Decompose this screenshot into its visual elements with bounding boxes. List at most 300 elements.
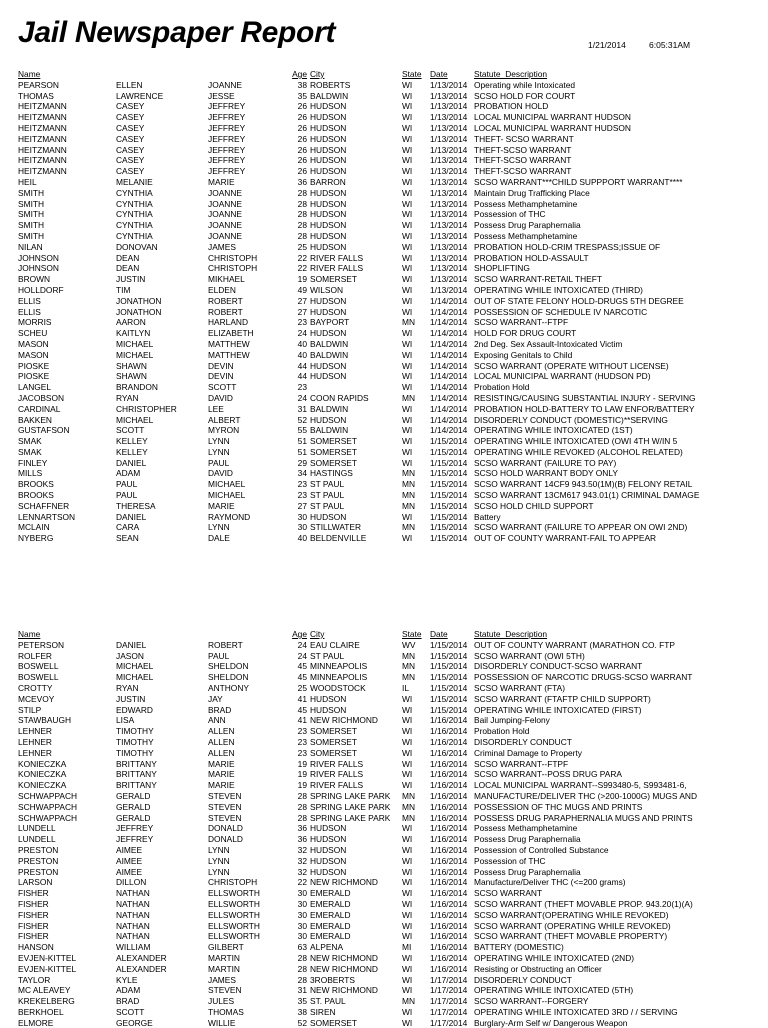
table-row bbox=[18, 371, 746, 382]
table-row bbox=[18, 296, 746, 307]
age: 26 bbox=[297, 133, 307, 144]
date: 1/16/2014 bbox=[430, 866, 468, 877]
state: WI bbox=[402, 920, 413, 931]
city: HUDSON bbox=[310, 230, 347, 241]
first-name: TIM bbox=[116, 284, 131, 295]
city: HUDSON bbox=[310, 844, 347, 855]
date: 1/13/2014 bbox=[430, 274, 468, 285]
table-row bbox=[18, 231, 746, 242]
header-statute: Statute_Description bbox=[474, 69, 548, 79]
statute-description: Operating while Intoxicated bbox=[474, 79, 576, 90]
age: 25 bbox=[297, 682, 307, 693]
table-row bbox=[18, 996, 746, 1007]
state: WI bbox=[402, 866, 413, 877]
state: WI bbox=[402, 403, 413, 414]
first-name: KELLEY bbox=[116, 436, 148, 447]
age: 30 bbox=[297, 511, 307, 522]
date: 1/16/2014 bbox=[430, 844, 468, 855]
first-name: RYAN bbox=[116, 392, 139, 403]
date: 1/16/2014 bbox=[430, 963, 468, 974]
age: 24 bbox=[297, 392, 307, 403]
state: WI bbox=[402, 693, 413, 704]
first-name: MICHAEL bbox=[116, 338, 154, 349]
middle-name: LYNN bbox=[208, 436, 230, 447]
city: HUDSON bbox=[310, 166, 347, 177]
middle-name: SHELDON bbox=[208, 661, 249, 672]
statute-description: LOCAL MUNICIPAL WARRANT HUDSON bbox=[474, 122, 631, 133]
table-row bbox=[18, 328, 746, 339]
age: 51 bbox=[297, 436, 307, 447]
table-row bbox=[18, 263, 746, 274]
city: SIREN bbox=[310, 1006, 336, 1017]
statute-description: Maintain Drug Trafficking Place bbox=[474, 187, 590, 198]
middle-name: SHELDON bbox=[208, 672, 249, 683]
last-name: BROOKS bbox=[18, 479, 54, 490]
city: BALDWIN bbox=[310, 403, 349, 414]
table-row bbox=[18, 683, 746, 694]
city: WOODSTOCK bbox=[310, 682, 366, 693]
city: HUDSON bbox=[310, 295, 347, 306]
middle-name: STEVEN bbox=[208, 790, 242, 801]
middle-name: ROBERT bbox=[208, 306, 243, 317]
last-name: MASON bbox=[18, 338, 49, 349]
table-row bbox=[18, 780, 746, 791]
middle-name: JESSE bbox=[208, 90, 235, 101]
statute-description: THEFT-SCSO WARRANT bbox=[474, 155, 572, 166]
last-name: NILAN bbox=[18, 241, 43, 252]
city: 3ROBERTS bbox=[310, 974, 355, 985]
city: ROBERTS bbox=[310, 79, 351, 90]
first-name: WILLIAM bbox=[116, 942, 151, 953]
middle-name: MARIE bbox=[208, 758, 235, 769]
middle-name: LYNN bbox=[208, 844, 230, 855]
table-row bbox=[18, 209, 746, 220]
middle-name: MATTHEW bbox=[208, 349, 250, 360]
state: WI bbox=[402, 769, 413, 780]
table-row bbox=[18, 512, 746, 523]
middle-name: PAUL bbox=[208, 650, 230, 661]
table-row bbox=[18, 845, 746, 856]
first-name: BRITTANY bbox=[116, 780, 157, 791]
last-name: SMITH bbox=[18, 209, 45, 220]
city: SOMERSET bbox=[310, 736, 357, 747]
first-name: GEORGE bbox=[116, 1017, 153, 1028]
last-name: ELMORE bbox=[18, 1017, 54, 1028]
middle-name: STEVEN bbox=[208, 801, 242, 812]
state: WI bbox=[402, 952, 413, 963]
report-date: 1/21/2014 bbox=[588, 40, 626, 50]
first-name: SCOTT bbox=[116, 425, 145, 436]
statute-description: SCSO WARRANT-RETAIL THEFT bbox=[474, 274, 602, 285]
date: 1/16/2014 bbox=[430, 909, 468, 920]
first-name: CYNTHIA bbox=[116, 230, 153, 241]
last-name: LARSON bbox=[18, 877, 53, 888]
statute-description: Exposing Genitals to Child bbox=[474, 349, 573, 360]
first-name: THERESA bbox=[116, 500, 156, 511]
statute-description: SCSO HOLD CHILD SUPPORT bbox=[474, 500, 594, 511]
age: 41 bbox=[297, 715, 307, 726]
age: 40 bbox=[297, 338, 307, 349]
date: 1/14/2014 bbox=[430, 328, 468, 339]
date: 1/13/2014 bbox=[430, 230, 468, 241]
table-row bbox=[18, 975, 746, 986]
statute-description: DISORDERLY CONDUCT (DOMESTIC)**SERVING bbox=[474, 414, 668, 425]
age: 36 bbox=[297, 834, 307, 845]
date: 1/16/2014 bbox=[430, 769, 468, 780]
date: 1/15/2014 bbox=[430, 650, 468, 661]
city: MINNEAPOLIS bbox=[310, 661, 368, 672]
statute-description: SCSO WARRANT(OPERATING WHILE REVOKED) bbox=[474, 909, 669, 920]
city: ST. PAUL bbox=[310, 996, 346, 1007]
middle-name: JAMES bbox=[208, 241, 236, 252]
date: 1/15/2014 bbox=[430, 479, 468, 490]
table-row bbox=[18, 856, 746, 867]
last-name: MASON bbox=[18, 349, 49, 360]
table-row bbox=[18, 964, 746, 975]
date: 1/16/2014 bbox=[430, 877, 468, 888]
last-name: SMITH bbox=[18, 220, 45, 231]
date: 1/16/2014 bbox=[430, 780, 468, 791]
middle-name: LYNN bbox=[208, 446, 230, 457]
date: 1/16/2014 bbox=[430, 758, 468, 769]
last-name: HEITZMANN bbox=[18, 112, 67, 123]
statute-description: OPERATING WHILE INTOXICATED (THIRD) bbox=[474, 284, 643, 295]
middle-name: JEFFREY bbox=[208, 166, 246, 177]
statute-description: POSSESSION OF SCHEDULE IV NARCOTIC bbox=[474, 306, 648, 317]
table-row bbox=[18, 748, 746, 759]
city: HUDSON bbox=[310, 823, 347, 834]
middle-name: JOANNE bbox=[208, 187, 242, 198]
date: 1/15/2014 bbox=[430, 446, 468, 457]
age: 23 bbox=[297, 479, 307, 490]
last-name: EVJEN-KITTEL bbox=[18, 963, 77, 974]
age: 52 bbox=[297, 414, 307, 425]
first-name: MELANIE bbox=[116, 176, 153, 187]
state: WI bbox=[402, 122, 413, 133]
last-name: SMAK bbox=[18, 436, 42, 447]
date: 1/14/2014 bbox=[430, 338, 468, 349]
statute-description: SCSO HOLD FOR COURT bbox=[474, 90, 576, 101]
city: NEW RICHMOND bbox=[310, 952, 378, 963]
middle-name: LYNN bbox=[208, 866, 230, 877]
middle-name: ELDEN bbox=[208, 284, 236, 295]
first-name: BRANDON bbox=[116, 382, 158, 393]
age: 27 bbox=[297, 306, 307, 317]
table-row bbox=[18, 672, 746, 683]
first-name: GERALD bbox=[116, 801, 151, 812]
last-name: FISHER bbox=[18, 888, 49, 899]
state: WI bbox=[402, 446, 413, 457]
city: RIVER FALLS bbox=[310, 769, 364, 780]
city: HUDSON bbox=[310, 122, 347, 133]
table-row bbox=[18, 425, 746, 436]
statute-description: SCSO WARRANT (THEFT MOVABLE PROPERTY) bbox=[474, 931, 668, 942]
state: WI bbox=[402, 328, 413, 339]
age: 44 bbox=[297, 360, 307, 371]
state: MN bbox=[402, 801, 416, 812]
table-row bbox=[18, 242, 746, 253]
state: WI bbox=[402, 533, 413, 544]
date: 1/15/2014 bbox=[430, 704, 468, 715]
age: 35 bbox=[297, 90, 307, 101]
first-name: BRITTANY bbox=[116, 758, 157, 769]
state: WI bbox=[402, 338, 413, 349]
age: 49 bbox=[297, 284, 307, 295]
middle-name: MICHAEL bbox=[208, 490, 246, 501]
statute-description: SCSO WARRANT (FTAFTP CHILD SUPPORT) bbox=[474, 693, 651, 704]
table-row bbox=[18, 985, 746, 996]
state: WI bbox=[402, 230, 413, 241]
table-row bbox=[18, 661, 746, 672]
middle-name: MARIE bbox=[208, 500, 235, 511]
age: 23 bbox=[297, 736, 307, 747]
statute-description: SCSO WARRANT (OWI 5TH) bbox=[474, 650, 585, 661]
first-name: SHAWN bbox=[116, 371, 147, 382]
last-name: SMITH bbox=[18, 187, 45, 198]
table-row bbox=[18, 726, 746, 737]
age: 63 bbox=[297, 942, 307, 953]
first-name: NATHAN bbox=[116, 898, 150, 909]
first-name: DANIEL bbox=[116, 457, 147, 468]
statute-description: SCSO WARRANT--FORGERY bbox=[474, 996, 589, 1007]
statute-description: SCSO WARRANT (OPERATING WHILE REVOKED) bbox=[474, 920, 671, 931]
last-name: LENNARTSON bbox=[18, 511, 76, 522]
date: 1/14/2014 bbox=[430, 382, 468, 393]
table-row bbox=[18, 339, 746, 350]
city: HUDSON bbox=[310, 414, 347, 425]
last-name: FISHER bbox=[18, 920, 49, 931]
middle-name: JAMES bbox=[208, 974, 236, 985]
date: 1/13/2014 bbox=[430, 112, 468, 123]
age: 31 bbox=[297, 985, 307, 996]
state: WI bbox=[402, 414, 413, 425]
last-name: FINLEY bbox=[18, 457, 48, 468]
first-name: JONATHON bbox=[116, 295, 162, 306]
city: ST PAUL bbox=[310, 479, 345, 490]
first-name: DANIEL bbox=[116, 639, 147, 650]
date: 1/15/2014 bbox=[430, 682, 468, 693]
age: 28 bbox=[297, 198, 307, 209]
table-row bbox=[18, 640, 746, 651]
age: 36 bbox=[297, 823, 307, 834]
age: 26 bbox=[297, 101, 307, 112]
table-header-row bbox=[18, 69, 746, 80]
first-name: CYNTHIA bbox=[116, 209, 153, 220]
table-row bbox=[18, 285, 746, 296]
table-row bbox=[18, 253, 746, 264]
state: MN bbox=[402, 650, 416, 661]
state: WI bbox=[402, 1017, 413, 1028]
state: MN bbox=[402, 522, 416, 533]
state: MN bbox=[402, 812, 416, 823]
first-name: NATHAN bbox=[116, 931, 150, 942]
state: WI bbox=[402, 931, 413, 942]
date: 1/17/2014 bbox=[430, 996, 468, 1007]
last-name: HEITZMANN bbox=[18, 133, 67, 144]
statute-description: OUT OF STATE FELONY HOLD-DRUGS 5TH DEGREE bbox=[474, 295, 684, 306]
middle-name: DALE bbox=[208, 533, 230, 544]
last-name: MC ALEAVEY bbox=[18, 985, 71, 996]
first-name: ADAM bbox=[116, 985, 141, 996]
age: 40 bbox=[297, 349, 307, 360]
statute-description: OPERATING WHILE INTOXICATED (1ST) bbox=[474, 425, 633, 436]
first-name: AARON bbox=[116, 317, 146, 328]
last-name: HEITZMANN bbox=[18, 101, 67, 112]
last-name: PRESTON bbox=[18, 866, 59, 877]
first-name: JUSTIN bbox=[116, 693, 146, 704]
date: 1/13/2014 bbox=[430, 209, 468, 220]
state: WI bbox=[402, 736, 413, 747]
date: 1/13/2014 bbox=[430, 187, 468, 198]
state: WI bbox=[402, 834, 413, 845]
state: WI bbox=[402, 90, 413, 101]
city: HUDSON bbox=[310, 834, 347, 845]
city: HUDSON bbox=[310, 511, 347, 522]
last-name: JOHNSON bbox=[18, 252, 59, 263]
table-row bbox=[18, 813, 746, 824]
report-title: Jail Newspaper Report bbox=[18, 16, 336, 49]
city: HUDSON bbox=[310, 306, 347, 317]
last-name: BROWN bbox=[18, 274, 51, 285]
last-name: ELLIS bbox=[18, 306, 41, 317]
date: 1/16/2014 bbox=[430, 747, 468, 758]
age: 24 bbox=[297, 650, 307, 661]
first-name: CHRISTOPHER bbox=[116, 403, 177, 414]
city: ALPENA bbox=[310, 942, 344, 953]
age: 29 bbox=[297, 457, 307, 468]
state: WI bbox=[402, 436, 413, 447]
last-name: GUSTAFSON bbox=[18, 425, 70, 436]
state: WI bbox=[402, 112, 413, 123]
table-row bbox=[18, 177, 746, 188]
date: 1/14/2014 bbox=[430, 392, 468, 403]
date: 1/14/2014 bbox=[430, 306, 468, 317]
date: 1/14/2014 bbox=[430, 349, 468, 360]
statute-description: SCSO WARRANT (FAILURE TO PAY) bbox=[474, 457, 617, 468]
statute-description: PROBATION HOLD-ASSAULT bbox=[474, 252, 589, 263]
city: NEW RICHMOND bbox=[310, 715, 378, 726]
table-row bbox=[18, 436, 746, 447]
middle-name: MARIE bbox=[208, 176, 235, 187]
age: 28 bbox=[297, 230, 307, 241]
city: EMERALD bbox=[310, 920, 351, 931]
age: 19 bbox=[297, 769, 307, 780]
table-row bbox=[18, 867, 746, 878]
statute-description: LOCAL MUNICIPAL WARRANT HUDSON bbox=[474, 112, 631, 123]
middle-name: DAVID bbox=[208, 392, 233, 403]
state: WI bbox=[402, 306, 413, 317]
city: RIVER FALLS bbox=[310, 780, 364, 791]
state: WI bbox=[402, 155, 413, 166]
state: WI bbox=[402, 241, 413, 252]
header-state: State bbox=[402, 69, 422, 79]
statute-description: LOCAL MUNICIPAL WARRANT--S993480-5, S993481-6, bbox=[474, 780, 687, 791]
table-row bbox=[18, 458, 746, 469]
age: 28 bbox=[297, 963, 307, 974]
age: 22 bbox=[297, 252, 307, 263]
age: 23 bbox=[297, 726, 307, 737]
middle-name: DONALD bbox=[208, 834, 243, 845]
middle-name: ALLEN bbox=[208, 747, 235, 758]
statute-description: Bail Jumping-Felony bbox=[474, 715, 550, 726]
state: WI bbox=[402, 166, 413, 177]
age: 26 bbox=[297, 112, 307, 123]
state: MN bbox=[402, 392, 416, 403]
state: WI bbox=[402, 844, 413, 855]
state: WI bbox=[402, 1006, 413, 1017]
last-name: TAYLOR bbox=[18, 974, 51, 985]
first-name: CASEY bbox=[116, 101, 145, 112]
state: MN bbox=[402, 479, 416, 490]
statute-description: SHOPLIFTING bbox=[474, 263, 530, 274]
first-name: NATHAN bbox=[116, 920, 150, 931]
middle-name: PAUL bbox=[208, 457, 230, 468]
first-name: CARA bbox=[116, 522, 140, 533]
city: SOMERSET bbox=[310, 274, 357, 285]
first-name: JASON bbox=[116, 650, 144, 661]
last-name: MCLAIN bbox=[18, 522, 50, 533]
statute-description: 2nd Deg. Sex Assault-Intoxicated Victim bbox=[474, 338, 623, 349]
table-row bbox=[18, 931, 746, 942]
statute-description: OPERATING WHILE INTOXICATED (5TH) bbox=[474, 985, 634, 996]
state: WI bbox=[402, 855, 413, 866]
first-name: CYNTHIA bbox=[116, 220, 153, 231]
date: 1/14/2014 bbox=[430, 371, 468, 382]
state: MN bbox=[402, 661, 416, 672]
city: HUDSON bbox=[310, 198, 347, 209]
first-name: RYAN bbox=[116, 682, 139, 693]
table-row bbox=[18, 382, 746, 393]
date: 1/13/2014 bbox=[430, 198, 468, 209]
age: 28 bbox=[297, 812, 307, 823]
statute-description: POSSESSION OF THC MUGS AND PRINTS bbox=[474, 801, 643, 812]
age: 28 bbox=[297, 801, 307, 812]
age: 28 bbox=[297, 209, 307, 220]
date: 1/15/2014 bbox=[430, 672, 468, 683]
age: 55 bbox=[297, 425, 307, 436]
statute-description: SCSO WARRANT--POSS DRUG PARA bbox=[474, 769, 622, 780]
age: 30 bbox=[297, 920, 307, 931]
age: 22 bbox=[297, 263, 307, 274]
first-name: NATHAN bbox=[116, 909, 150, 920]
last-name: SCHEU bbox=[18, 328, 48, 339]
last-name: BOSWELL bbox=[18, 672, 59, 683]
city: EAU CLAIRE bbox=[310, 639, 360, 650]
last-name: SCHWAPPACH bbox=[18, 812, 78, 823]
city: HUDSON bbox=[310, 328, 347, 339]
age: 26 bbox=[297, 166, 307, 177]
first-name: DONOVAN bbox=[116, 241, 158, 252]
state: WI bbox=[402, 823, 413, 834]
date: 1/17/2014 bbox=[430, 985, 468, 996]
date: 1/13/2014 bbox=[430, 144, 468, 155]
table-row bbox=[18, 942, 746, 953]
last-name: MORRIS bbox=[18, 317, 52, 328]
date: 1/14/2014 bbox=[430, 403, 468, 414]
first-name: SHAWN bbox=[116, 360, 147, 371]
date: 1/13/2014 bbox=[430, 241, 468, 252]
date: 1/14/2014 bbox=[430, 360, 468, 371]
table-row bbox=[18, 123, 746, 134]
last-name: KONIECZKA bbox=[18, 780, 67, 791]
state: WI bbox=[402, 198, 413, 209]
state: WI bbox=[402, 888, 413, 899]
state: WI bbox=[402, 985, 413, 996]
middle-name: MICHAEL bbox=[208, 479, 246, 490]
first-name: CASEY bbox=[116, 144, 145, 155]
last-name: CROTTY bbox=[18, 682, 53, 693]
first-name: BRAD bbox=[116, 996, 140, 1007]
